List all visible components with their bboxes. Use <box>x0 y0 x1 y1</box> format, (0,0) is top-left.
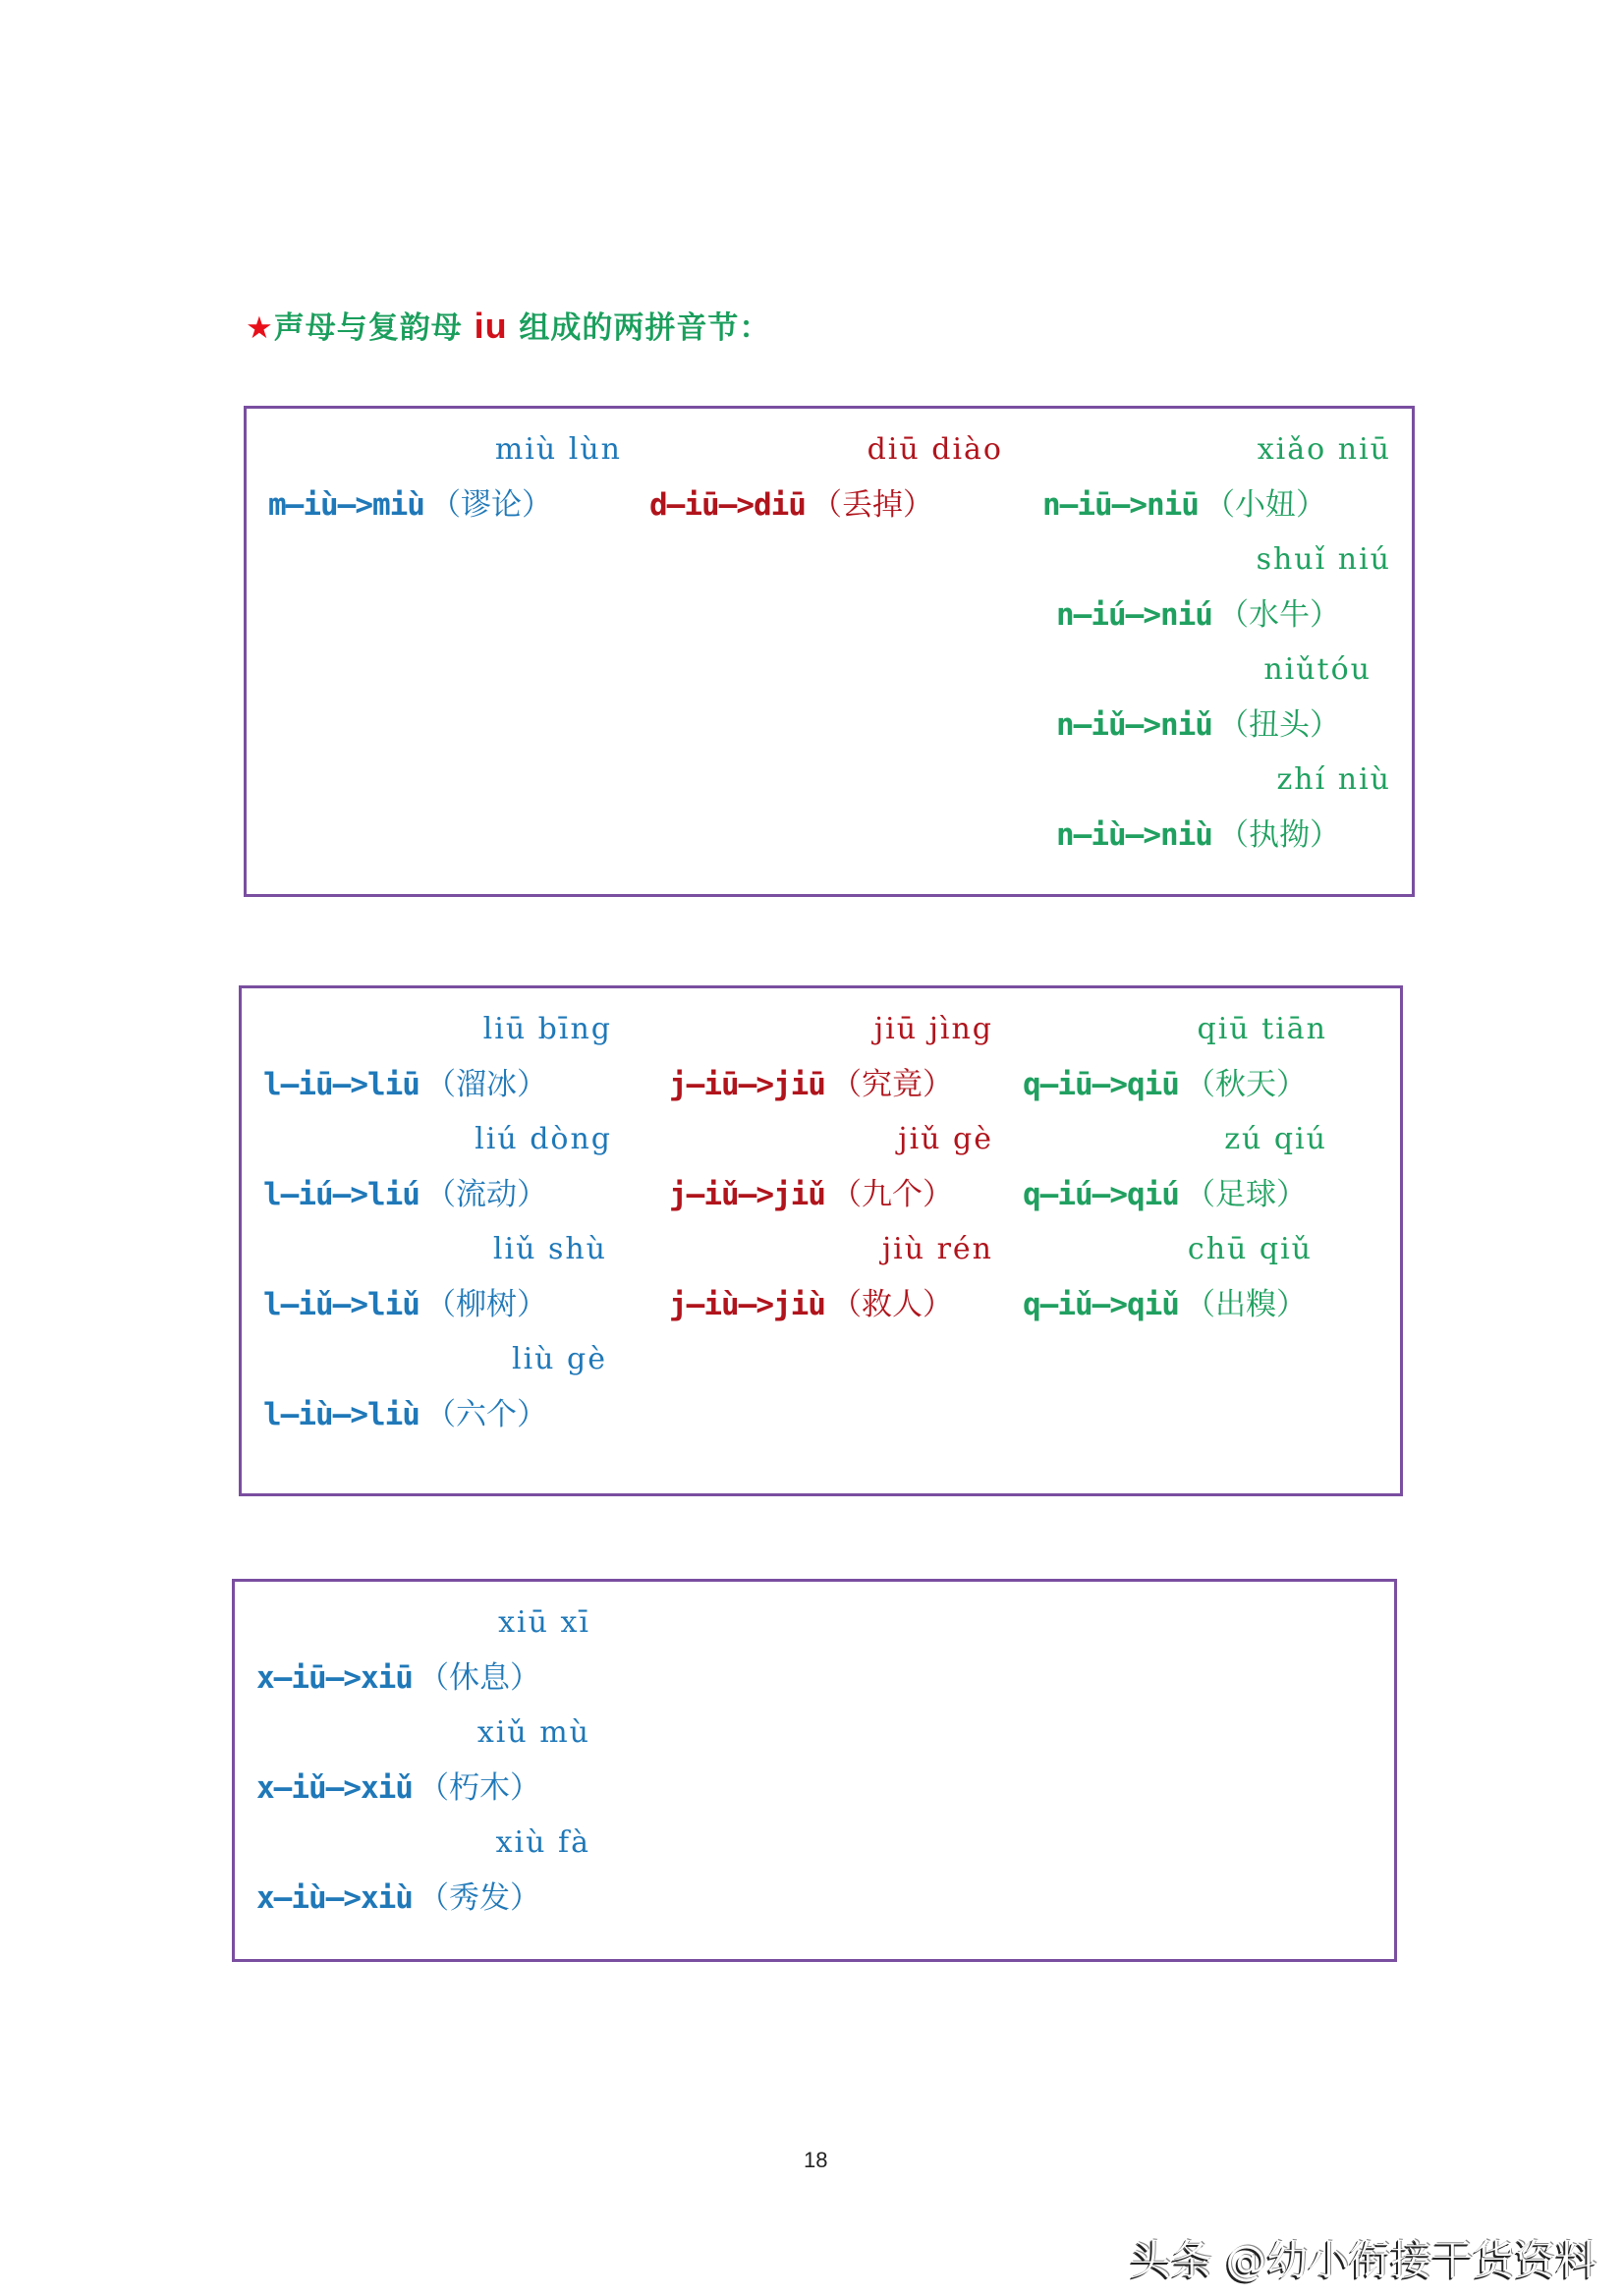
syllable-formula: n—iù—>niù （执拗） <box>1056 817 1340 853</box>
syllable-formula: x—iǔ—>xiǔ （朽木） <box>256 1770 540 1806</box>
syllable-entry <box>256 1692 600 1806</box>
title-suffix: 组成的两拼音节： <box>519 310 771 346</box>
syllable-formula: x—iū—>xiū （休息） <box>256 1660 540 1696</box>
pinyin-annotation: qiū tiān <box>1197 1012 1327 1046</box>
syllable-formula: x—iù—>xiù （秀发） <box>256 1880 540 1916</box>
pinyin-annotation: diū diào <box>867 432 1003 467</box>
pinyin-annotation: xiǔ mù <box>476 1715 590 1750</box>
syllable-box-2 <box>239 985 1403 1496</box>
column-j <box>669 988 993 1322</box>
title-prefix: 声母与复韵母 <box>273 310 463 346</box>
pinyin-annotation: liū bīng <box>482 1012 612 1046</box>
syllable-formula: m—iù—>miù （谬论） <box>268 487 552 523</box>
syllable-formula: q—iū—>qiū （秋天） <box>1023 1067 1307 1102</box>
syllable-entry <box>1042 739 1391 853</box>
pinyin-annotation: liù gè <box>511 1342 607 1376</box>
syllable-entry <box>1023 1098 1327 1212</box>
pinyin-annotation: xiū xī <box>498 1605 590 1640</box>
pinyin-annotation: zú qiú <box>1224 1122 1327 1156</box>
syllable-formula: n—iǔ—>niǔ （扭头） <box>1056 707 1340 743</box>
column-n <box>1042 409 1391 853</box>
syllable-entry <box>263 1318 612 1432</box>
watermark: 头条 @幼小衔接干货资料 <box>1130 2236 1597 2284</box>
syllable-entry <box>669 1098 993 1212</box>
column-x <box>256 1582 600 1916</box>
syllable-formula: q—iú—>qiú （足球） <box>1023 1177 1307 1212</box>
syllable-entry <box>1042 629 1391 743</box>
syllable-entry <box>256 1582 600 1696</box>
pinyin-annotation: shuǐ niú <box>1256 542 1391 577</box>
syllable-entry <box>256 1802 600 1916</box>
column-l <box>263 988 612 1432</box>
pinyin-annotation: chū qiǔ <box>1187 1232 1313 1266</box>
pinyin-annotation: jiù rén <box>881 1232 993 1266</box>
pinyin-annotation: xiǎo niū <box>1257 432 1391 467</box>
syllable-formula: n—iú—>niú （水牛） <box>1056 597 1340 633</box>
pinyin-annotation: liú dòng <box>475 1122 612 1156</box>
pinyin-annotation: jiǔ gè <box>898 1122 993 1156</box>
syllable-formula: l—iū—>liū （溜冰） <box>263 1067 547 1102</box>
pinyin-annotation: liǔ shù <box>492 1232 607 1266</box>
syllable-entry <box>669 988 993 1102</box>
syllable-formula: n—iū—>niū （小妞） <box>1042 487 1326 523</box>
column-d <box>649 409 1003 523</box>
page-number: 18 <box>804 2148 828 2172</box>
column-q <box>1023 988 1327 1322</box>
syllable-box-3 <box>232 1579 1397 1962</box>
syllable-entry <box>1023 1208 1327 1322</box>
syllable-formula: l—iù—>liù （六个） <box>263 1397 547 1432</box>
column-m <box>268 409 622 523</box>
syllable-formula: l—iú—>liú （流动） <box>263 1177 547 1212</box>
syllable-entry <box>1042 519 1391 633</box>
syllable-entry <box>263 1098 612 1212</box>
syllable-formula: j—iù—>jiù （救人） <box>669 1287 953 1322</box>
syllable-entry <box>268 409 622 523</box>
section-title <box>246 303 770 347</box>
syllable-entry <box>649 409 1003 523</box>
syllable-formula: q—iǔ—>qiǔ （出糗） <box>1023 1287 1307 1322</box>
pinyin-annotation: jiū jìng <box>873 1012 993 1046</box>
syllable-entry <box>263 988 612 1102</box>
syllable-box-1 <box>244 406 1415 897</box>
pinyin-annotation: zhí niù <box>1276 762 1391 797</box>
syllable-entry <box>1042 409 1391 523</box>
syllable-formula: l—iǔ—>liǔ （柳树） <box>263 1287 547 1322</box>
pinyin-annotation: niǔtóu <box>1263 652 1372 687</box>
syllable-entry <box>1023 988 1327 1102</box>
syllable-formula: d—iū—>diū （丢掉） <box>649 487 933 523</box>
syllable-entry <box>669 1208 993 1322</box>
pinyin-annotation: xiù fà <box>495 1825 590 1860</box>
title-highlight: iu <box>474 306 508 346</box>
syllable-entry <box>263 1208 612 1322</box>
syllable-formula: j—iǔ—>jiǔ （九个） <box>669 1177 953 1212</box>
pinyin-annotation: miù lùn <box>494 432 622 467</box>
star-icon: ★ <box>246 310 274 346</box>
syllable-formula: j—iū—>jiū （究竟） <box>669 1067 953 1102</box>
